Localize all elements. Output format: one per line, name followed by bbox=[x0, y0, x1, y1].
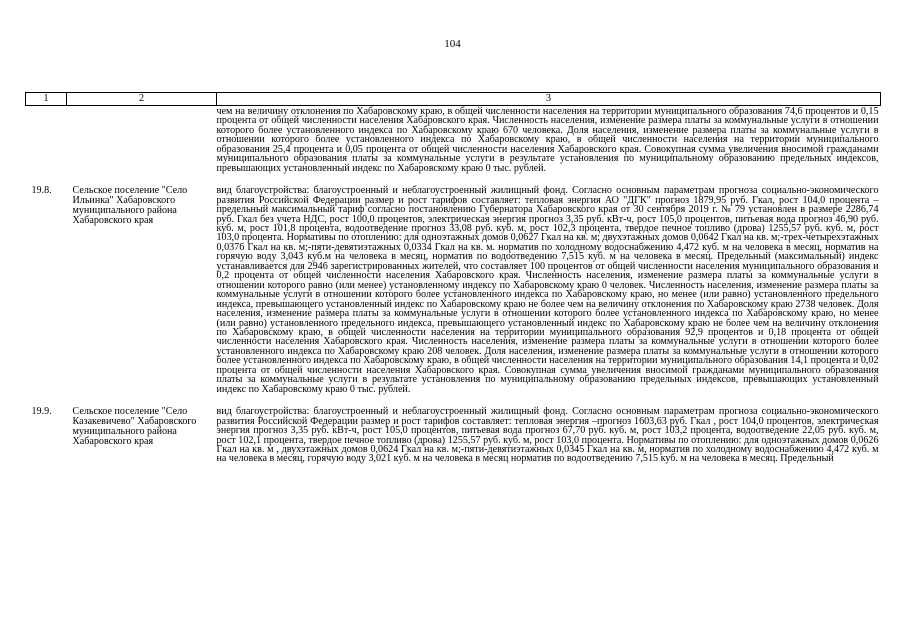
table-row bbox=[26, 173, 881, 394]
page-number: 104 bbox=[444, 38, 461, 50]
row-number-cell bbox=[26, 106, 67, 174]
row-description-cell: чем на величину отклонения по Хабаровскому краю, в общей численности населения на территории муниципального образования 74,6 процентов и 0,15 процента от общей численности населения Хабаровского края. Численность населения, изменение размера платы за коммунальные услуги в отношении которого более установленного индекса по Хабаровскому краю 670 человека. Доля населения, изменение размера платы за коммунальные услуги в отношении которого более установленного индекса по Хабаровскому краю, в общей численности населения на территории муниципального образования 25,4 процента и 0,05 процента от общей численности населения Хабаровского края. Совокупная сумма увеличения вносимой гражданами муниципального образования платы за коммунальные услуги в результате установления по муниципальному образованию предельных индексов, превышающих установленный индекс по Хабаровскому краю 0 тыс. рублей. bbox=[216, 106, 879, 174]
column-header-3: 3 bbox=[217, 93, 881, 106]
municipality-name-cell: Сельское поселение "Село Ильинка" Хабаровского муниципального района Хабаровского края bbox=[72, 185, 188, 227]
column-header-1: 1 bbox=[26, 93, 67, 106]
municipality-name-cell bbox=[67, 106, 217, 174]
table-header-row bbox=[26, 93, 881, 106]
row-description-cell: вид благоустройства: благоустроенный и неблагоустроенный жилищный фонд. Согласно основным параметрам прогноза социально-экономического развития Российской Федерации размер и рост тарифов составляет: тепловая энергия –прогноз 1603,63 руб. Гкал , рост 104,0 процентов, электрическая энергия прогноз 3,35 руб. кВт-ч, рост 105,0 процентов, питьевая вода прогноз 67,70 руб. куб. м, рост 103,2 процента, водоотведение 22,05 руб. куб. м, рост 102,1 процента, твердое печное топливо (дрова) 1255,57 руб. куб. м, рост 103,0 процента. Нормативы по отоплению: для одноэтажных домов 0,0626 Гкал на кв. м , двухэтажных домов 0,0624 Гкал на кв. м;-пяти-девятиэтажных 0,0345 Гкал на кв. м, норматив по холодному водоснабжению 4,472 куб. м на человека в месяц, горячую воду 3,021 куб. м на человека в месяц норматив по водоотведению 7,515 куб. м на человека в месяц. Предельный bbox=[216, 406, 879, 465]
row-number-cell: 19.8. bbox=[31, 185, 52, 197]
tariff-index-table bbox=[25, 92, 881, 464]
row-description-cell: вид благоустройства: благоустроенный и неблагоустроенный жилищный фонд. Согласно основным параметрам прогноза социально-экономического развития Российской Федерации размер и рост тарифов составляет: тепловая энергия АО "ДГК" прогноз 1879,95 руб. Гкал, рост 104,0 процента – предельный максимальный тариф согласно постановлению Губернатора Хабаровского края от 30 сентября 2019 г. № 79 установлен в размере 2286,74 руб. Гкал без учета НДС, рост 100,0 процентов, электрическая энергия прогноз 3,35 руб. кВт-ч, рост 105,0 процентов, питьевая вода прогноз 46,90 руб. куб. м, рост 101,8 процента, водоотведение прогноз 33,08 руб. куб. м, рост 102,3 процента, твердое печное топливо (дрова) 1255,57 руб. куб. м, рост 103,0 процента. Нормативы по отоплению: для одноэтажных домов 0,0627 Гкал на кв. м; двухэтажных домов 0,0642 Гкал на кв. м;-трех-четырехэтажных 0,0376 Гкал на кв. м;-пяти-девятиэтажных 0,0334 Гкал на кв. м. норматив по холодному водоснабжению 4,472 куб. м на человека в месяц, норматив на горячую воду 3,043 куб.м на человека в месяц, норматив по водоотведению 7,515 куб. м на человека в месяц. Предельный (максимальный) индекс устанавливается для 2946 зарегистрированных жителей, что составляет 100 процентов от общей численности населения муниципального образования и 0,2 процента от общей численности населения Хабаровского края. Численность населения, изменение размера платы за коммунальные услуги в отношении которого равно (или менее) установленному индексу по Хабаровскому краю 0 человек. Численность населения, изменение размера платы за коммунальные услуги в отношении которого более установленного индекса по Хабаровскому краю, но менее (или равно) установленного предельного индекса, превышающего установленный индекс по Хабаровскому краю не более чем на величину отклонения по Хабаровскому краю 2738 человек. Доля населения, изменение размера платы за коммунальные услуги в отношении которого более установленного индекса по Хабаровскому краю, но менее (или равно) установленного предельного индекса, превышающего установленный индекс по Хабаровскому краю не более чем на величину отклонения по Хабаровскому краю, в общей численности населения на территории муниципального образования 92,9 процентов и 0,18 процента от общей численности населения Хабаровского края. Численность населения, изменение размера платы за коммунальные услуги в отношении которого более установленного индекса по Хабаровскому краю 208 человек. Доля населения, изменение размера платы за коммунальные услуги в отношении которого более установленного индекса по Хабаровскому краю, в общей численности населения на территории муниципального образования 14,1 процента и 0,02 процента от общей численности населения Хабаровского края. Совокупная сумма увеличения вносимой гражданами муниципального образования платы за коммунальные услуги в результате установления по муниципальному образованию предельных индексов, превышающих установленный индекс по Хабаровскому краю 0 тыс. рублей. bbox=[216, 185, 879, 395]
column-header-2: 2 bbox=[67, 93, 217, 106]
row-number-cell: 19.9. bbox=[31, 406, 52, 418]
municipality-name-cell: Сельское поселение "Село Казакевичево" Хабаровского муниципального района Хабаровского края bbox=[72, 406, 197, 448]
table-row bbox=[26, 394, 881, 464]
table-row-continuation bbox=[26, 106, 881, 174]
